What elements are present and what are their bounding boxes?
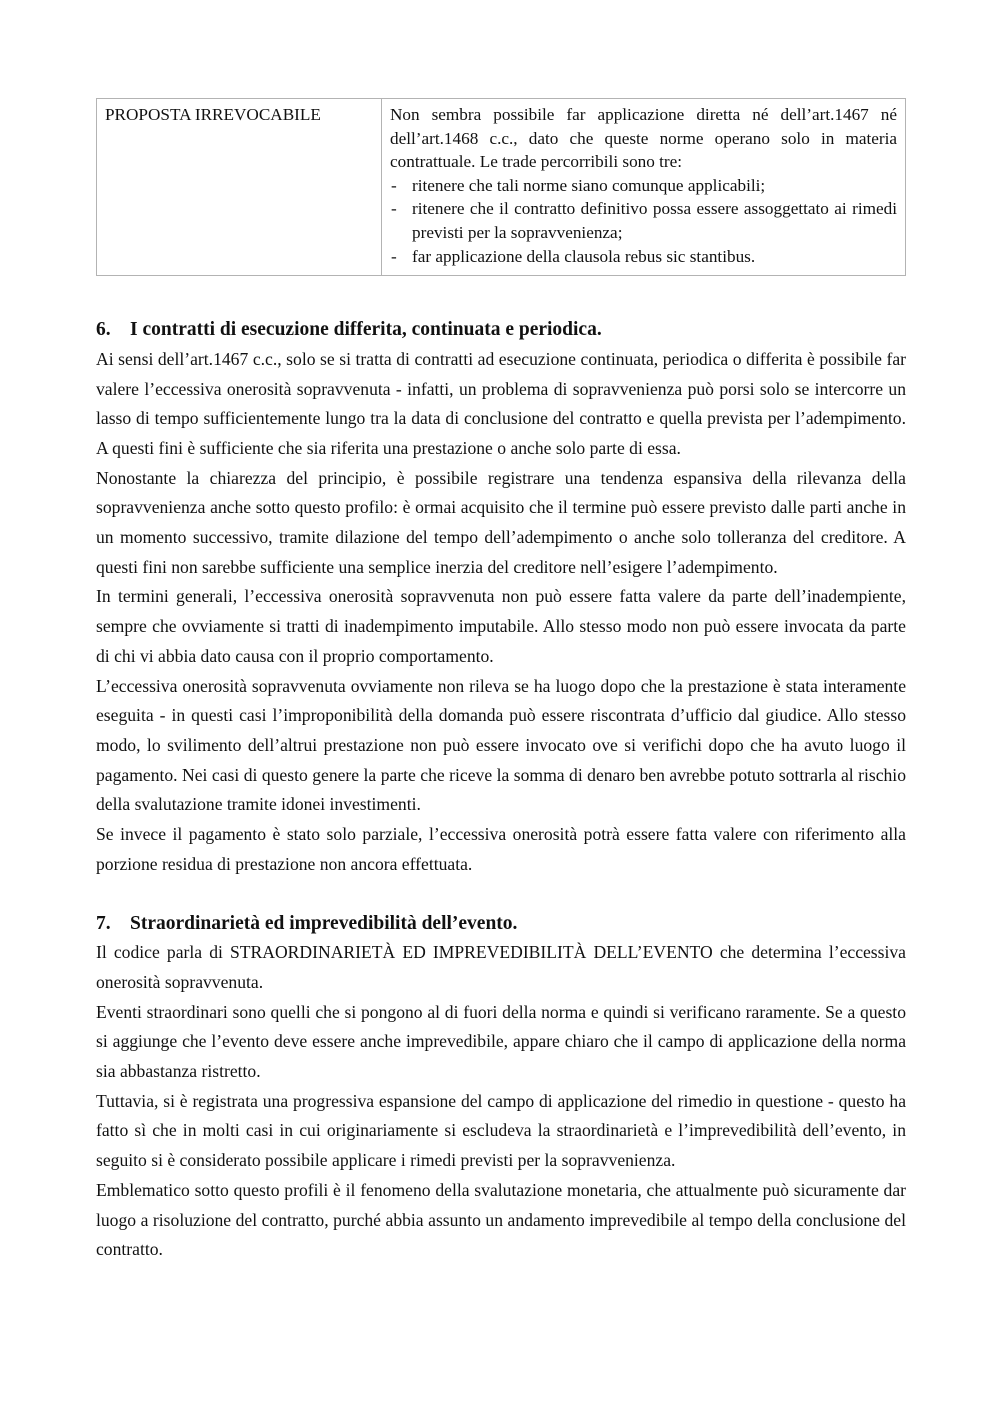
section-number: 6. [96, 319, 111, 341]
paragraph: Nonostante la chiarezza del principio, è possibile registrare una tendenza espansiva della rilevanza della sopravvenienza anche sotto questo profilo: è ormai acquisito che il termine può essere previsto dalle parti anche in un momento successivo, tramite dilazione del tempo dell’adempimento o anche solo tolleranza del creditore. A questi fini non sarebbe sufficiente una semplice inerzia del creditore nell’esigere l’adempimento. [96, 467, 906, 577]
section-title: I contratti di esecuzione differita, continuata e periodica. [130, 319, 602, 341]
paragraph: Tuttavia, si è registrata una progressiva espansione del campo di applicazione del rimedio in questione - questo ha fatto sì che in molti casi in cui originariamente si escludeva la straordinarietà e l’imprevedibilità dell’evento, in seguito si è considerato possibile applicare i rimedi previsti per la sopravvenienza. [96, 1090, 906, 1171]
paragraph: Se invece il pagamento è stato solo parziale, l’eccessiva onerosità potrà essere fatta valere con riferimento alla porzione residua di prestazione non ancora effettuata. [96, 824, 906, 874]
paragraph: L’eccessiva onerosità sopravvenuta ovviamente non rileva se ha luogo dopo che la prestazione è stata interamente eseguita - in questi casi l’improponibilità della domanda può essere riscontrata d’ufficio dal giudice. Allo stesso modo, lo svilimento dell’altrui prestazione non può essere invocato ove si verifichi dopo che ha avuto luogo il pagamento. Nei casi di questo genere la parte che riceve la somma di denaro ben avrebbe potuto sottrarla al rischio della svalutazione tramite idonei investimenti. [96, 675, 906, 815]
table-row [97, 99, 906, 276]
description-intro: Non sembra possibile far applicazione diretta né dell’art.1467 né dell’art.1468 c.c., dato che queste norme operano solo in materia contrattuale. Le trade percorribili sono tre: [390, 105, 897, 172]
table-cell-description [382, 99, 906, 276]
list-item: - ritenere che tali norme siano comunque applicabili; [390, 174, 897, 198]
term-label: PROPOSTA IRREVOCABILE [105, 105, 321, 124]
section-heading-6 [96, 315, 906, 345]
paragraph: Ai sensi dell’art.1467 c.c., solo se si tratta di contratti ad esecuzione continuata, periodica o differita è possibile far valere l’eccessiva onerosità sopravvenuta - infatti, un problema di sopravvenienza può porsi solo se intercorre un lasso di tempo sufficientemente lungo tra la data di conclusione del contratto e quella prevista per l’adempimento. A questi fini è sufficiente che sia riferita una prestazione o anche solo parte di essa. [96, 348, 906, 458]
paragraph: Il codice parla di STRAORDINARIETÀ ED IMPREVEDIBILITÀ DELL’EVENTO che determina l’eccessiva onerosità sopravvenuta. [96, 942, 906, 992]
paragraph: Eventi straordinari sono quelli che si pongono al di fuori della norma e quindi si verificano raramente. Se a questo si aggiunge che l’evento deve essere anche imprevedibile, appare chiaro che il campo di applicazione della norma sia abbastanza ristretto. [96, 1001, 906, 1082]
paragraph: In termini generali, l’eccessiva onerosità sopravvenuta non può essere fatta valere da parte dell’inadempiente, sempre che ovviamente si tratti di inadempimento imputabile. Allo stesso modo non può essere invocata da parte di chi vi abbia dato causa con il proprio comportamento. [96, 586, 906, 666]
section-heading-7 [96, 909, 906, 939]
table-cell-term [97, 99, 382, 276]
list-item: - far applicazione della clausola rebus sic stantibus. [390, 245, 897, 269]
proposal-table [96, 98, 906, 276]
paragraph: Emblematico sotto questo profili è il fenomeno della svalutazione monetaria, che attualmente può sicuramente dar luogo a risoluzione del contratto, purché abbia assunto un andamento imprevedibile al tempo della conclusione del contratto. [96, 1179, 906, 1260]
list-item: - ritenere che il contratto definitivo possa essere assoggettato ai rimedi previsti per la sopravvenienza; [390, 197, 897, 244]
options-list [390, 174, 897, 268]
document-page [96, 98, 906, 1265]
section-number: 7. [96, 912, 111, 934]
section-title: Straordinarietà ed imprevedibilità dell’evento. [130, 912, 518, 934]
